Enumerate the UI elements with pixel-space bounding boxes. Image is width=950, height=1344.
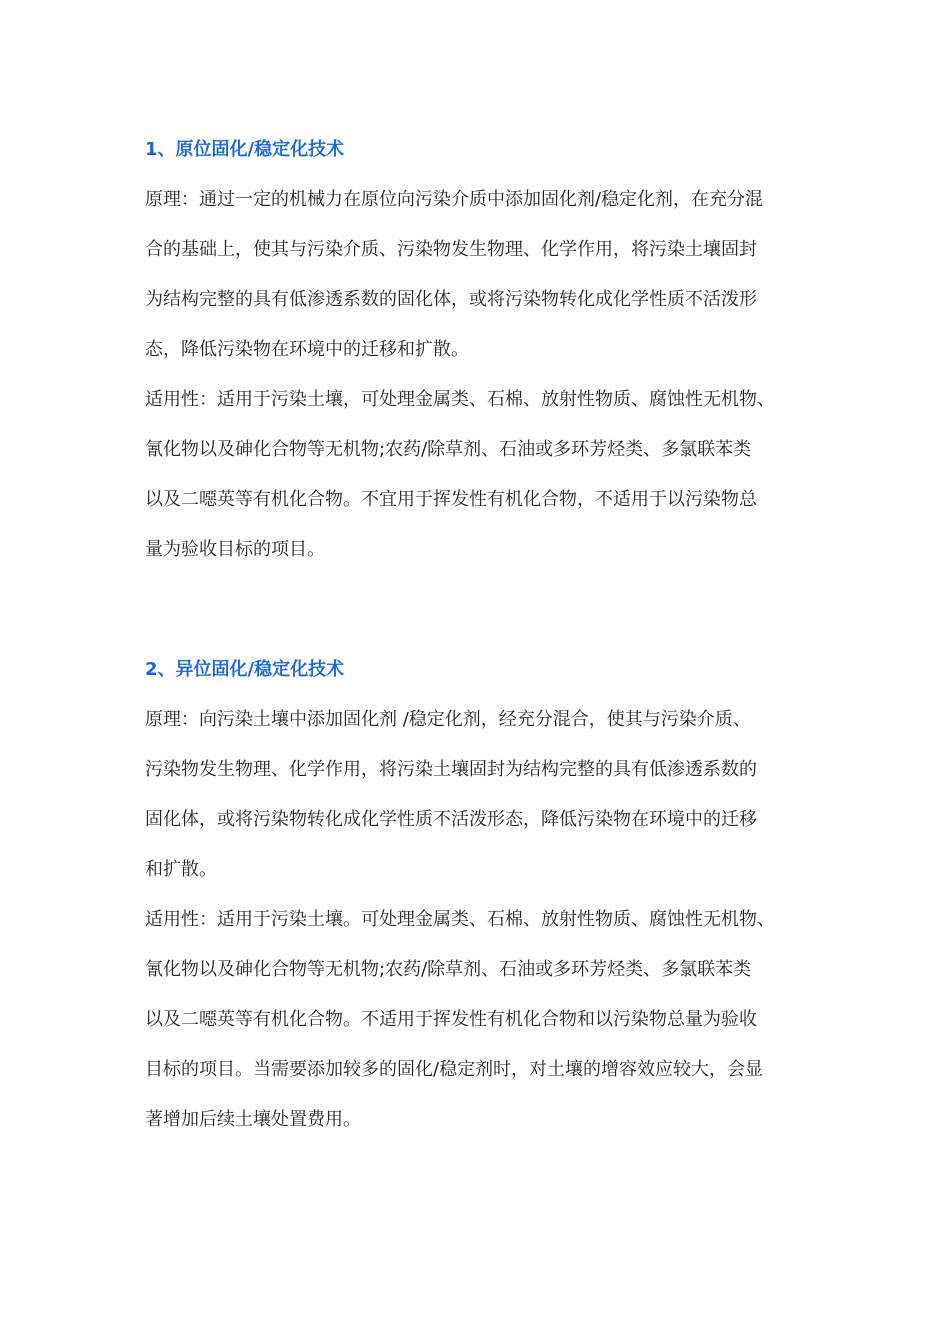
section-1-applicability-line: 以及二噁英等有机化合物。不宜用于挥发性有机化合物，不适用于以污染物总 — [145, 489, 757, 510]
section-1-applicability-line: 适用性：适用于污染土壤，可处理金属类、石棉、放射性物质、腐蚀性无机物、 — [145, 389, 775, 410]
section-2-applicability-line: 以及二噁英等有机化合物。不适用于挥发性有机化合物和以污染物总量为验收 — [145, 1009, 757, 1030]
section-2-principle-line: 原理：向污染土壤中添加固化剂 /稳定化剂，经充分混合，使其与污染介质、 — [145, 709, 751, 730]
section-2-title: 2、异位固化/稳定化技术 — [145, 659, 345, 680]
section-1-principle-line: 合的基础上，使其与污染介质、污染物发生物理、化学作用，将污染土壤固封 — [145, 239, 757, 260]
section-1-principle-line: 原理：通过一定的机械力在原位向污染介质中添加固化剂/稳定化剂，在充分混 — [145, 189, 764, 210]
section-2-applicability-line: 氰化物以及砷化合物等无机物;农药/除草剂、石油或多环芳烃类、多氯联苯类 — [145, 959, 752, 980]
section-1-title: 1、原位固化/稳定化技术 — [145, 139, 345, 160]
section-1-principle-line: 为结构完整的具有低渗透系数的固化体，或将污染物转化成化学性质不活泼形 — [145, 289, 757, 310]
section-2-applicability-line: 著增加后续土壤处置费用。 — [145, 1109, 361, 1130]
section-2-principle-line: 污染物发生物理、化学作用，将污染土壤固封为结构完整的具有低渗透系数的 — [145, 759, 757, 780]
section-1-principle-line: 态，降低污染物在环境中的迁移和扩散。 — [145, 339, 469, 360]
section-2-applicability-line: 适用性：适用于污染土壤。可处理金属类、石棉、放射性物质、腐蚀性无机物、 — [145, 909, 775, 930]
section-1-applicability-line: 氰化物以及砷化合物等无机物;农药/除草剂、石油或多环芳烃类、多氯联苯类 — [145, 439, 752, 460]
section-1-applicability-line: 量为验收目标的项目。 — [145, 539, 325, 560]
section-2-principle-line: 固化体，或将污染物转化成化学性质不活泼形态，降低污染物在环境中的迁移 — [145, 809, 757, 830]
section-2-principle-line: 和扩散。 — [145, 859, 217, 880]
section-2-applicability-line: 目标的项目。当需要添加较多的固化/稳定剂时，对土壤的增容效应较大，会显 — [145, 1059, 764, 1080]
